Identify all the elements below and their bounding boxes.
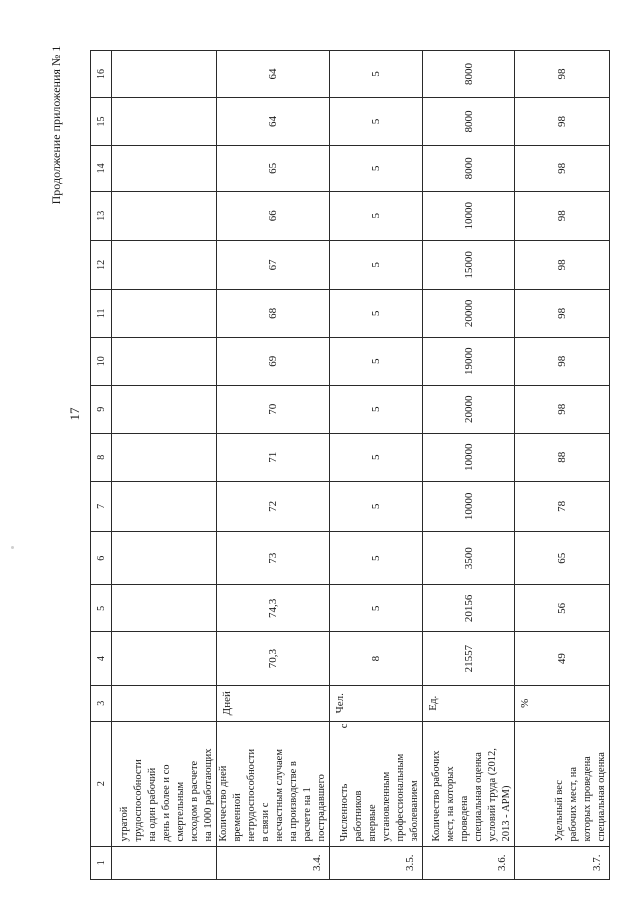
- value-cell: 56: [515, 585, 610, 632]
- table-row: [423, 51, 515, 880]
- value-cell: 5: [330, 433, 423, 481]
- value-cell: 5: [330, 337, 423, 385]
- table-row: [112, 51, 217, 880]
- column-number-13: 13: [91, 191, 112, 240]
- value-cell: 10000: [423, 481, 515, 531]
- indicator-name-line: исходом в расчете: [189, 760, 200, 842]
- unit-of-measure: Ед.: [423, 685, 515, 721]
- column-number-9: 9: [91, 385, 112, 433]
- indicator-name-line: рабочих мест, на: [568, 766, 579, 842]
- rotated-table-frame: [90, 50, 607, 880]
- value-cell: 98: [515, 289, 610, 337]
- row-number: 3.5.: [330, 846, 423, 879]
- value-cell: [112, 433, 217, 481]
- indicator-name-line: специальная оценка: [473, 752, 484, 842]
- column-number-8: 8: [91, 433, 112, 481]
- value-cell: 21557: [423, 632, 515, 686]
- indicator-name-line: профессиональным: [395, 753, 406, 842]
- indicator-name-line: временной: [232, 793, 243, 842]
- value-cell: 64: [217, 97, 330, 145]
- indicator-name-line: смертельным: [175, 781, 186, 842]
- value-cell: 68: [217, 289, 330, 337]
- value-cell: 65: [217, 145, 330, 191]
- table-row: [515, 51, 610, 880]
- value-cell: 73: [217, 531, 330, 585]
- indicator-name-line: Удельный вес: [554, 780, 565, 842]
- table-row: [217, 51, 330, 880]
- column-number-5: 5: [91, 585, 112, 632]
- value-cell: [112, 51, 217, 98]
- indicator-name-line: день и более и со: [161, 764, 172, 842]
- value-cell: [112, 97, 217, 145]
- value-cell: [112, 289, 217, 337]
- value-cell: 5: [330, 481, 423, 531]
- table-container: [90, 50, 607, 880]
- value-cell: 98: [515, 385, 610, 433]
- value-cell: 5: [330, 191, 423, 240]
- column-number-1: 1: [91, 846, 112, 879]
- indicator-name: [330, 721, 423, 846]
- row-number: 3.7.: [515, 846, 610, 879]
- column-number-10: 10: [91, 337, 112, 385]
- indicator-name-line: которых проведена: [582, 756, 593, 842]
- indicator-name-line: на 1000 работающих: [203, 748, 214, 842]
- row-number: [112, 846, 217, 879]
- unit-of-measure: Дней: [217, 685, 330, 721]
- value-cell: 8000: [423, 97, 515, 145]
- page-number: 17: [67, 407, 82, 421]
- row-number: 3.4.: [217, 846, 330, 879]
- unit-of-measure: Чел.: [330, 685, 423, 721]
- column-number-2: 2: [91, 721, 112, 846]
- value-cell: [112, 337, 217, 385]
- indicator-name: [515, 721, 610, 846]
- value-cell: 98: [515, 97, 610, 145]
- value-cell: 20156: [423, 585, 515, 632]
- value-cell: [112, 385, 217, 433]
- value-cell: 5: [330, 97, 423, 145]
- value-cell: [112, 531, 217, 585]
- value-cell: [112, 191, 217, 240]
- column-number-11: 11: [91, 289, 112, 337]
- indicator-name-line: Количество рабочих: [431, 750, 442, 842]
- indicator-name-line: пострадавшего: [316, 774, 327, 842]
- indicator-name-line: условий труда (2012,: [487, 748, 498, 842]
- indicator-name-line: на производстве в: [288, 761, 299, 842]
- value-cell: 5: [330, 145, 423, 191]
- value-cell: 5: [330, 51, 423, 98]
- column-number-4: 4: [91, 632, 112, 686]
- value-cell: 8000: [423, 51, 515, 98]
- column-number-16: 16: [91, 51, 112, 98]
- value-cell: 8000: [423, 145, 515, 191]
- value-cell: 74,3: [217, 585, 330, 632]
- value-cell: 72: [217, 481, 330, 531]
- value-cell: 98: [515, 191, 610, 240]
- value-cell: 15000: [423, 240, 515, 289]
- indicator-name-line: утратой: [119, 806, 130, 842]
- value-cell: 5: [330, 585, 423, 632]
- value-cell: [112, 240, 217, 289]
- value-cell: 49: [515, 632, 610, 686]
- value-cell: 71: [217, 433, 330, 481]
- value-cell: 98: [515, 337, 610, 385]
- header-row: [91, 51, 112, 880]
- indicators-table: [90, 50, 610, 880]
- indicator-name: [423, 721, 515, 846]
- indicator-name: [217, 721, 330, 846]
- value-cell: 98: [515, 51, 610, 98]
- value-cell: 67: [217, 240, 330, 289]
- indicator-name-line: трудоспособности: [133, 759, 144, 842]
- value-cell: 98: [515, 240, 610, 289]
- column-number-15: 15: [91, 97, 112, 145]
- value-cell: 98: [515, 145, 610, 191]
- indicator-name: [112, 721, 217, 846]
- indicator-name-line: 2013 - АРМ): [501, 785, 512, 842]
- unit-of-measure: %: [515, 685, 610, 721]
- column-number-3: 3: [91, 685, 112, 721]
- table-row: [330, 51, 423, 880]
- indicator-name-line: мест, на которых: [445, 766, 456, 842]
- value-cell: 10000: [423, 433, 515, 481]
- indicator-name-line: специальная оценка: [596, 752, 607, 842]
- value-cell: [112, 481, 217, 531]
- scan-artifact-dot: [11, 546, 14, 549]
- indicator-name-line: Численность с: [339, 723, 350, 842]
- value-cell: 70,3: [217, 632, 330, 686]
- value-cell: 65: [515, 531, 610, 585]
- indicator-name-line: впервые: [367, 804, 378, 842]
- indicator-name-line: на один рабочий: [147, 767, 158, 842]
- value-cell: 66: [217, 191, 330, 240]
- indicator-name-line: нетрудоспособности: [246, 748, 257, 842]
- value-cell: 19000: [423, 337, 515, 385]
- unit-of-measure: [112, 685, 217, 721]
- value-cell: 70: [217, 385, 330, 433]
- indicator-name-line: расчете на 1: [302, 787, 313, 842]
- indicator-name-line: установленным: [381, 771, 392, 842]
- value-cell: 5: [330, 385, 423, 433]
- value-cell: 5: [330, 240, 423, 289]
- value-cell: 3500: [423, 531, 515, 585]
- value-cell: 20000: [423, 289, 515, 337]
- value-cell: 78: [515, 481, 610, 531]
- value-cell: [112, 632, 217, 686]
- value-cell: [112, 145, 217, 191]
- column-number-14: 14: [91, 145, 112, 191]
- column-number-7: 7: [91, 481, 112, 531]
- indicator-name-line: несчастным случаем: [274, 749, 285, 842]
- value-cell: 64: [217, 51, 330, 98]
- row-number: 3.6.: [423, 846, 515, 879]
- indicator-name-line: в связи с: [260, 802, 271, 842]
- value-cell: 5: [330, 531, 423, 585]
- indicator-name-line: проведена: [459, 795, 470, 842]
- value-cell: 5: [330, 289, 423, 337]
- indicator-name-line: заболеванием: [409, 780, 420, 842]
- value-cell: 69: [217, 337, 330, 385]
- column-number-6: 6: [91, 531, 112, 585]
- continuation-note: Продолжение приложения № 1: [49, 45, 63, 205]
- value-cell: 20000: [423, 385, 515, 433]
- value-cell: 8: [330, 632, 423, 686]
- value-cell: [112, 585, 217, 632]
- indicator-name-line: работников: [353, 790, 364, 842]
- value-cell: 88: [515, 433, 610, 481]
- indicator-name-line: Количество дней: [218, 765, 229, 842]
- column-number-12: 12: [91, 240, 112, 289]
- value-cell: 10000: [423, 191, 515, 240]
